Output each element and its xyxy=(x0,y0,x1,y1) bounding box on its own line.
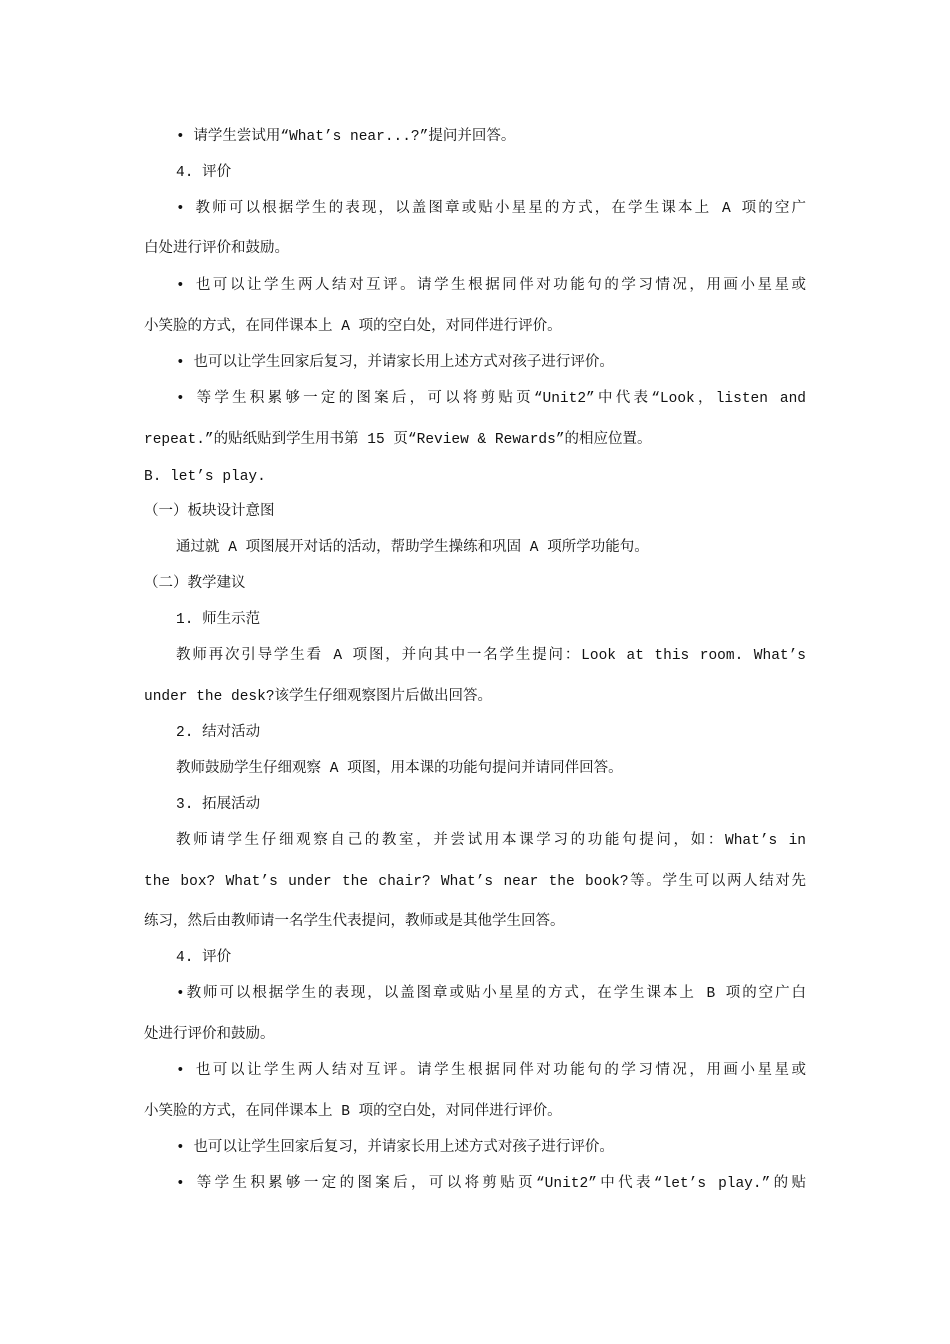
section-heading: （二）教学建议 xyxy=(144,576,246,592)
bullet-line: • 也可以让学生回家后复习，并请家长用上述方式对孩子进行评价。 xyxy=(176,1140,614,1156)
bullet-line: •教师可以根据学生的表现，以盖图章或贴小星星的方式，在学生课本上 B 项的空广白 xyxy=(176,986,806,1002)
paragraph-line: 处进行评价和鼓励。 xyxy=(144,1027,275,1043)
section-heading: 2. 结对活动 xyxy=(176,725,261,741)
bullet-line: • 等学生积累够一定的图案后，可以将剪贴页“Unit2”中代表“let’s play.”的贴 xyxy=(176,1176,806,1192)
bullet-line: • 也可以让学生两人结对互评。请学生根据同伴对功能句的学习情况，用画小星星或 xyxy=(176,278,806,294)
paragraph-line: 教师再次引导学生看 A 项图，并向其中一名学生提问：Look at this room. What’s xyxy=(176,648,806,664)
section-heading: 1. 师生示范 xyxy=(176,612,261,628)
paragraph-line: under the desk?该学生仔细观察图片后做出回答。 xyxy=(144,689,493,705)
paragraph-line: the box? What’s under the chair? What’s near the book?等。学生可以两人结对先 xyxy=(144,874,806,890)
paragraph-line: 练习，然后由教师请一名学生代表提问，教师或是其他学生回答。 xyxy=(144,914,565,930)
section-heading: （一）板块设计意图 xyxy=(144,504,275,520)
paragraph-line: 白处进行评价和鼓励。 xyxy=(144,241,289,257)
paragraph-line: repeat.”的贴纸贴到学生用书第 15 页“Review & Rewards”的相应位置。 xyxy=(144,432,652,448)
paragraph-line: 小笑脸的方式，在同伴课本上 B 项的空白处，对同伴进行评价。 xyxy=(144,1104,562,1120)
bullet-line: • 也可以让学生两人结对互评。请学生根据同伴对功能句的学习情况，用画小星星或 xyxy=(176,1063,806,1079)
paragraph-line: 教师鼓励学生仔细观察 A 项图，用本课的功能句提问并请同伴回答。 xyxy=(176,761,623,777)
subsection-title: B. let’s play. xyxy=(144,469,266,485)
paragraph-line: 小笑脸的方式，在同伴课本上 A 项的空白处，对同伴进行评价。 xyxy=(144,319,562,335)
section-heading: 4. 评价 xyxy=(176,950,232,966)
section-heading: 3. 拓展活动 xyxy=(176,797,261,813)
bullet-line: • 请学生尝试用“What’s near...?”提问并回答。 xyxy=(176,129,516,145)
section-heading: 4. 评价 xyxy=(176,165,232,181)
paragraph-line: 通过就 A 项图展开对话的活动，帮助学生操练和巩固 A 项所学功能句。 xyxy=(176,540,649,556)
bullet-line: • 等学生积累够一定的图案后，可以将剪贴页“Unit2”中代表“Look，listen and xyxy=(176,391,806,407)
bullet-line: • 也可以让学生回家后复习，并请家长用上述方式对孩子进行评价。 xyxy=(176,355,614,371)
paragraph-line: 教师请学生仔细观察自己的教室，并尝试用本课学习的功能句提问，如：What’s in xyxy=(176,833,806,849)
bullet-line: • 教师可以根据学生的表现，以盖图章或贴小星星的方式，在学生课本上 A 项的空广 xyxy=(176,201,806,217)
